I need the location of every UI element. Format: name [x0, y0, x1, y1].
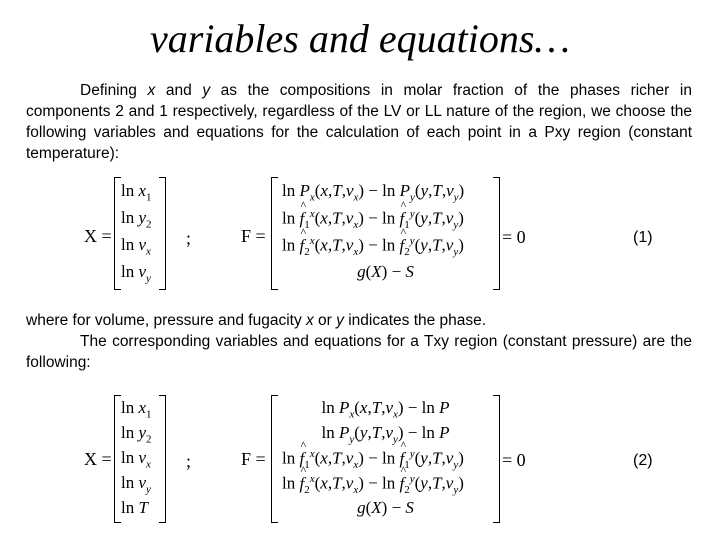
x-vector-row: $\ln v_x$ [121, 448, 151, 471]
f-label: F = [241, 449, 266, 469]
x-vector-row: $\ln x_1$ [121, 181, 152, 204]
f-vector-matrix [271, 177, 500, 290]
paragraph-intro: Defining x and y as the compositions in molar fraction of the phases richer in components 2 and 1 respectively, regardless of the LV or LL nature of the region, we choose the following variables and equations for the calculation of each point in a Pxy region (constant temperature): [26, 82, 692, 162]
separator: ; [186, 451, 192, 471]
x-vector-row: ln T [121, 498, 148, 517]
f-vector-row: g(X) − S [357, 262, 414, 281]
x-vector-row: $\ln v_y$ [121, 473, 151, 496]
paragraph-phase-note: where for volume, pressure and fugacity x or y indicates the phase. [26, 312, 487, 329]
x-vector-row: $\ln y_2$ [121, 423, 152, 446]
separator: ; [186, 228, 192, 248]
f-vector-row: $\ln P_y(y,T,v_y) - \ln P$ [321, 423, 450, 446]
f-vector-row: ln ^ $f_1^x(x,T,v_x) - \ln$ ^ $f_1^y(y,T,v_y)$ [282, 448, 464, 471]
f-vector-matrix [271, 395, 500, 523]
x-vector-matrix [114, 177, 166, 290]
slide-title: variables and equations… [150, 16, 570, 61]
x-vector-row: $\ln x_1$ [121, 398, 152, 421]
f-vector-row: $\ln P_x(x,T,v_x) - \ln P_y(y,T,v_y)$ [282, 181, 465, 204]
x-vector-row: $\ln v_y$ [121, 262, 151, 285]
x-vector-row: $\ln v_x$ [121, 235, 151, 258]
f-vector-row: g(X) − S [357, 498, 414, 517]
f-label: F = [241, 226, 266, 246]
f-vector-row: ln ^ $f_1^x(x,T,v_x) - \ln$ ^ $f_1^y(y,T,v_y)$ [282, 208, 464, 231]
x-label: X = [84, 226, 112, 246]
equals-zero: = 0 [502, 450, 526, 470]
equation-number: (2) [633, 452, 653, 469]
x-label: X = [84, 449, 112, 469]
f-vector-row: $\ln P_x(x,T,v_x) - \ln P$ [321, 398, 450, 421]
f-vector-row: ln ^ $f_2^x(x,T,v_x) - \ln$ ^ $f_2^y(y,T,v_y)$ [282, 473, 464, 496]
x-vector-row: $\ln y_2$ [121, 208, 152, 231]
x-vector-matrix [114, 395, 166, 523]
f-vector-row: ln ^ $f_2^x(x,T,v_x) - \ln$ ^ $f_2^y(y,T,v_y)$ [282, 235, 464, 258]
paragraph-txy: The corresponding variables and equations for a Txy region (constant pressure) are the following: [26, 333, 692, 371]
equation-number: (1) [633, 229, 653, 246]
equals-zero: = 0 [502, 227, 526, 247]
